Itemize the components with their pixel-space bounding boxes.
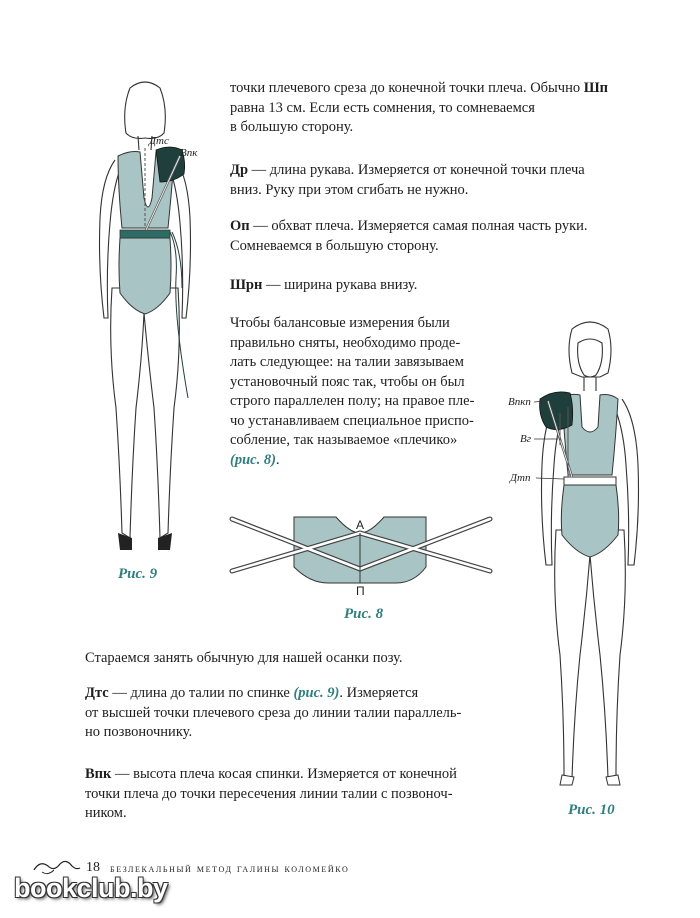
paragraph-shoulder-width-end: точки плечевого среза до конечной точки плеча. Обычно Шп равна 13 см. Если есть сомнения, то сомневаемся в большую сторону.	[230, 80, 609, 135]
figure-8-label-a: А	[356, 518, 365, 532]
figure-9-head	[125, 82, 166, 138]
page-number: 18	[86, 860, 100, 875]
figure-10-legs	[555, 530, 626, 779]
paragraph-oblique-shoulder-height: Впк — высота плеча косая спинки. Измеряется от конечной точки плеча до точки пересечения линии талии с позвоноч- ником.	[85, 766, 457, 821]
figure-10-face	[578, 339, 603, 377]
figure-10-front-view	[500, 315, 680, 795]
figure-10-caption: Рис. 10	[568, 802, 615, 818]
figure-8-caption: Рис. 8	[344, 606, 384, 622]
watermark-logo: bookclub.by	[14, 873, 168, 903]
paragraph-sleeve-bottom-width: Шрн — ширина рукава внизу.	[230, 277, 418, 293]
figure-8-label-p: П	[356, 584, 365, 598]
figure-10-label-vg: Вг	[520, 433, 532, 445]
figure-9-waist-band	[120, 230, 170, 238]
figure-9-back-view	[60, 78, 230, 563]
paragraph-shoulder-girth: Оп — обхват плеча. Измеряется самая полная часть руки. Сомневаемся в большую сторону.	[230, 218, 588, 254]
figure-10-label-vpkp: Впкп	[508, 396, 531, 408]
figure-8-shoulder-device	[228, 505, 498, 605]
book-title: безлекальный метод галины коломейко	[110, 863, 350, 875]
paragraph-balance-measurements: Чтобы балансовые измерения были правильно сняты, необходимо проде- лать следующее: на талии завязываем установочный пояс так, чтобы он был строго параллелен полу; на правое пле- чо устанавливаем специальное приспо- собление, так называемое «плечико» (рис. 8).	[230, 315, 475, 468]
paragraph-pose: Стараемся занять обычную для нашей осанки позу.	[85, 650, 403, 666]
paragraph-back-waist-length: Дтс — длина до талии по спинке (рис. 9). Измеряется от высшей точки плечевого среза до линии талии параллель- но позвоночнику.	[85, 685, 462, 740]
paragraph-sleeve-length: Др — длина рукава. Измеряется от конечной точки плеча вниз. Руку при этом сгибать не нужно.	[230, 162, 585, 198]
figure-8-reference: (рис. 8)	[230, 451, 276, 468]
figure-10-waist-band	[564, 477, 616, 485]
figure-9-label-vpk: Впк	[180, 147, 198, 159]
figure-9-label-dts: Дтс	[149, 135, 169, 147]
figure-9-caption: Рис. 9	[118, 566, 158, 582]
figure-10-label-dtp: Дтп	[510, 472, 531, 484]
figure-9-legs	[111, 288, 180, 538]
figure-9-reference: (рис. 9)	[293, 685, 340, 701]
